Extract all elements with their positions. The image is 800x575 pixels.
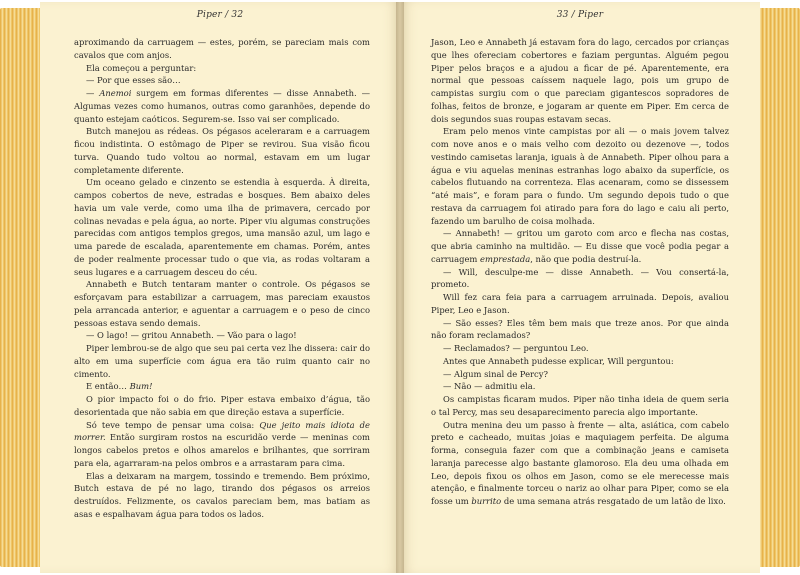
paragraph — [431, 368, 729, 381]
paragraph — [431, 380, 729, 393]
text-run: — Algum sinal de Percy? — [443, 368, 548, 379]
paragraph — [431, 355, 729, 368]
text-run: Eram pelo menos vinte campistas por ali — o mais jovem talvez com nove anos e o mais velho com dezoito ou dezenove —, todos vestindo camisetas laranja, iguais à de Annabeth. Piper olhou para a água e viu aquelas meninas estranhas logo abaixo da superfície, os cabelos flutuando na correnteza. Elas acenaram, como se dissessem “até mais”, e foram para o fundo. Um segundo depois tudo o que restava da carruagem foi atirado para fora do lago e caiu ali perto, fazendo um barulho de coisa molhada. — [431, 126, 729, 226]
paragraph — [74, 393, 370, 419]
text-run: — Will, desculpe-me — disse Annabeth. — Vou consertá-la, prometo. — [431, 266, 729, 290]
italic-text: Que jeito mais idiota de morrer. — [74, 419, 370, 443]
paragraph — [74, 419, 370, 470]
paragraph — [74, 176, 370, 278]
paragraph — [74, 74, 370, 87]
paragraph — [74, 36, 370, 62]
text-run: Piper lembrou-se de algo que seu pai certa vez lhe dissera: cair do alto em uma superfície com água era tão ruim quanto cair no cimento. — [74, 343, 370, 379]
left-page-edges — [0, 8, 40, 567]
paragraph — [74, 87, 370, 125]
paragraph — [431, 291, 729, 317]
text-run: surgem em formas diferentes — disse Annabeth. — Algumas vezes como humanos, outras como garanhões, depende do quanto estejam caóticos. Segurem-se. Isso vai ser complicado. — [74, 88, 370, 124]
text-run: Will fez cara feia para a carruagem arruinada. Depois, avaliou Piper, Leo e Jason. — [431, 292, 729, 315]
text-run: — Reclamados? — perguntou Leo. — [443, 343, 589, 353]
text-run: de uma semana atrás resgatado de um latão de lixo. — [501, 496, 726, 506]
italic-text: Anemoi — [99, 88, 132, 98]
paragraph — [431, 317, 729, 343]
text-run: Jason, Leo e Annabeth já estavam fora do lago, cercados por crianças que lhes ofereciam cobertores e faziam perguntas. Alguém pegou Piper pelos braços e a ajudou a ficar de pé. Aparentemente, era normal que pessoas caíssem naquele lago, pois um grupo de campistas surgiu com o que pareciam gigantescos sopradores de folhas, feitos de bronze, e jogaram ar quente em Piper. Em cerca de dois segundos suas roupas estavam secas. — [431, 37, 729, 124]
text-run: Outra menina deu um passo à frente — alta, asiática, com cabelo preto e cacheado, muitas joias e maquiagem perfeita. De alguma forma, conseguia fazer com que a combinação jeans e camiseta laranja parecesse algo bastante glamoroso. Ela deu uma olhada em Leo, depois fixou os olhos em Jason, como se ele merecesse mais atenção, e finalmente torceu o nariz ao olhar para Piper, como se ela fosse um — [431, 419, 729, 506]
italic-text: emprestada — [480, 253, 531, 264]
paragraph — [74, 329, 370, 342]
text-run: E então… — [86, 381, 130, 392]
paragraph — [74, 470, 370, 521]
right-page-body — [431, 36, 729, 508]
text-run: — Annabeth! — gritou um garoto com arco e flecha nas costas, que abria caminho na multidão. — Eu disse que você podia pegar a carruagem — [431, 228, 729, 264]
paragraph — [431, 342, 729, 355]
text-run: — — [86, 88, 100, 98]
text-run: Elas a deixaram na margem, tossindo e tremendo. Bem próximo, Butch estava de pé no lago, tirando dos pégasos os arreios destruídos. Felizmente, os cavalos pareciam bem, mas batiam as asas e espalhavam água para todos os lados. — [74, 470, 370, 519]
right-page-edges — [760, 8, 800, 567]
text-run: — Por que esses são… — [86, 75, 181, 86]
paragraph — [74, 380, 370, 393]
text-run: Só teve tempo de pensar uma coisa: — [86, 419, 260, 430]
paragraph — [74, 125, 370, 176]
paragraph — [431, 125, 729, 227]
right-page — [400, 2, 760, 573]
left-page — [40, 2, 400, 573]
text-run: Um oceano gelado e cinzento se estendia à esquerda. À direita, campos cobertos de neve, estradas e bosques. Bem abaixo deles havia um vale verde, como uma ilha de primavera, cercado por colinas nevadas e pela água, ao norte. Piper viu algumas construções parecidas com antigos templos gregos, uma mansão azul, um lago e uma parede de escalada, aparentemente em chamas. Porém, antes de poder realmente processar tudo o que via, as rodas voltaram a seus lugares e a carruagem desceu do céu. — [74, 177, 370, 277]
paragraph — [431, 393, 729, 419]
text-run: O pior impacto foi o do frio. Piper estava embaixo d’água, tão desorientada que não sabia em que direção estava a superfície. — [74, 394, 370, 417]
text-run: Butch manejou as rédeas. Os pégasos aceleraram e a carruagem ficou indistinta. O estômago de Piper se revirou. Sua visão ficou turva. Quando tudo voltou ao normal, estavam em um lugar completamente diferente. — [74, 126, 370, 175]
italic-text: Bum! — [129, 381, 153, 392]
paragraph — [431, 266, 729, 292]
left-page-body — [74, 36, 370, 521]
text-run: — São esses? Eles têm bem mais que treze anos. Por que ainda não foram reclamados? — [431, 317, 729, 341]
text-run: Os campistas ficaram mudos. Piper não tinha ideia de quem seria o tal Percy, mas seu desaparecimento parecia algo importante. — [431, 394, 729, 417]
paragraph — [74, 62, 370, 75]
text-run: — O lago! — gritou Annabeth. — Vão para o lago! — [86, 330, 297, 341]
book-gutter — [396, 2, 404, 573]
text-run: , não que podia destruí-la. — [530, 253, 642, 264]
paragraph — [431, 227, 729, 265]
running-head-left: Piper / 32 — [196, 10, 244, 20]
text-run: Annabeth e Butch tentaram manter o controle. Os pégasos se esforçavam para estabilizar a carruagem, mas pareciam exaustos pela arrancada anterior, e aguentar a carruagem e o peso de cinco pessoas estava sendo demais. — [74, 279, 370, 328]
text-run: aproximando da carruagem — estes, porém, se pareciam mais com cavalos que com anjos. — [74, 37, 370, 60]
paragraph — [431, 36, 729, 125]
paragraph — [74, 278, 370, 329]
running-head-right: 33 / Piper — [556, 10, 604, 20]
text-run: — Não — admitiu ela. — [443, 381, 536, 392]
paragraph — [431, 419, 729, 508]
text-run: Então surgiram rostos na escuridão verde — meninas com longos cabelos pretos e olhos amarelos e brilhantes, que sorriram para ela, agarraram-na pelos ombros e a arrastaram para cima. — [74, 432, 370, 468]
text-run: Ela começou a perguntar: — [86, 62, 197, 73]
text-run: Antes que Annabeth pudesse explicar, Will perguntou: — [443, 355, 674, 366]
italic-text: burrito — [471, 496, 502, 506]
paragraph — [74, 342, 370, 380]
